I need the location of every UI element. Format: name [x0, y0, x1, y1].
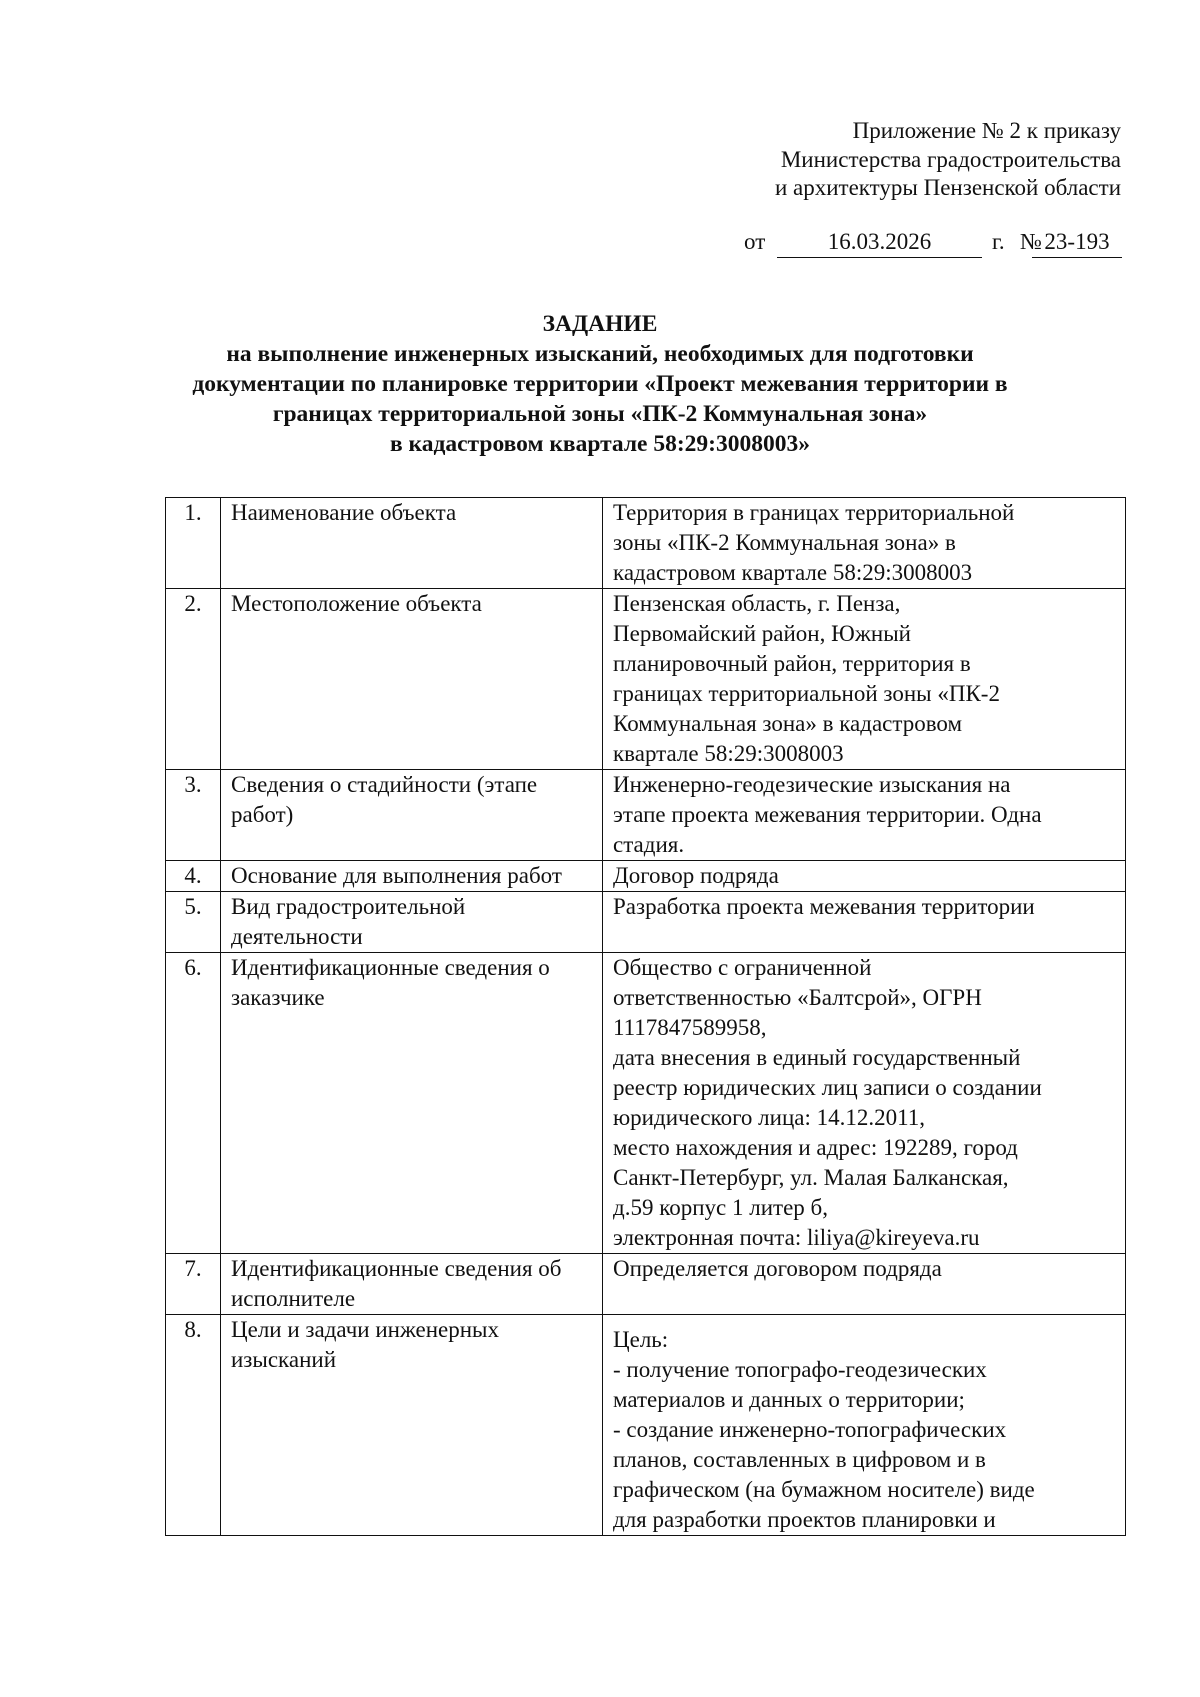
value-line: ответственностью «Балтсрой», ОГРН [613, 985, 982, 1010]
appendix-line-1: Приложение № 2 к приказу [852, 118, 1121, 143]
table-row [166, 953, 1126, 1254]
row-parameter: Цели и задачи инженерных изысканий [221, 1315, 603, 1536]
row-number: 3. [166, 770, 221, 861]
row-parameter: Идентификационные сведения о заказчике [221, 953, 603, 1254]
row-value [603, 498, 1126, 589]
row-parameter: Местоположение объекта [221, 589, 603, 770]
value-line: кадастровом квартале 58:29:3008003 [613, 560, 973, 585]
row-parameter: Основание для выполнения работ [221, 861, 603, 892]
row-value [603, 770, 1126, 861]
value-line: Пензенская область, г. Пенза, [613, 591, 901, 616]
table-row [166, 1315, 1126, 1536]
value-line: планов, составленных в цифровом и в [613, 1447, 986, 1472]
row-number: 1. [166, 498, 221, 589]
value-line: этапе проекта межевания территории. Одна [613, 802, 1042, 827]
row-value [603, 1254, 1126, 1315]
value-line: - создание инженерно-топографических [613, 1417, 1007, 1442]
order-year-suffix: г. [992, 229, 1005, 254]
value-line: - получение топографо-геодезических [613, 1357, 987, 1382]
value-line: электронная почта: liliya@kireyeva.ru [613, 1225, 980, 1250]
value-line: графическом (на бумажном носителе) виде [613, 1477, 1035, 1502]
row-value [603, 1315, 1126, 1536]
title-line-1: ЗАДАНИЕ [542, 311, 658, 337]
task-table [165, 497, 1126, 1536]
row-number: 8. [166, 1315, 221, 1536]
title-line-3: документации по планировке территории «Проект межевания территории в [192, 371, 1008, 397]
value-line: планировочный район, территория в [613, 651, 971, 676]
table-row [166, 589, 1126, 770]
row-parameter: Сведения о стадийности (этапе работ) [221, 770, 603, 861]
order-date: 16.03.2026 [777, 228, 982, 258]
table-row [166, 861, 1126, 892]
value-line: реестр юридических лиц записи о создании [613, 1075, 1042, 1100]
value-line: место нахождения и адрес: 192289, город [613, 1135, 1018, 1160]
appendix-line-2: Министерства градостроительства [780, 146, 1121, 172]
value-line: Договор подряда [613, 863, 779, 888]
value-line: стадия. [613, 832, 685, 857]
value-line: юридического лица: 14.12.2011, [613, 1105, 926, 1130]
value-line: квартале 58:29:3008003 [613, 741, 844, 766]
table-row [166, 892, 1126, 953]
value-line: Разработка проекта межевания территории [613, 894, 1035, 919]
value-line: материалов и данных о территории; [613, 1387, 965, 1412]
row-number: 4. [166, 861, 221, 892]
appendix-header [775, 117, 1121, 203]
value-line: зоны «ПК-2 Коммунальная зона» в [613, 530, 956, 555]
value-line: границах территориальной зоны «ПК-2 [613, 681, 1000, 706]
table-row [166, 770, 1126, 861]
row-value [603, 892, 1126, 953]
order-reference [744, 228, 1124, 258]
order-number-label: № [1020, 229, 1042, 254]
value-line: Общество с ограниченной [613, 955, 872, 980]
row-number: 5. [166, 892, 221, 953]
title-line-4: границах территориальной зоны «ПК-2 Коммунальная зона» [272, 401, 928, 427]
table-row [166, 1254, 1126, 1315]
value-line: дата внесения в единый государственный [613, 1045, 1021, 1070]
document-title [100, 309, 1100, 459]
value-line: Определяется договором подряда [613, 1256, 942, 1281]
row-number: 2. [166, 589, 221, 770]
row-parameter: Наименование объекта [221, 498, 603, 589]
value-line: Коммунальная зона» в кадастровом [613, 711, 963, 736]
order-from-label: от [744, 229, 766, 254]
title-line-2: на выполнение инженерных изысканий, необходимых для подготовки [226, 341, 974, 367]
value-line: Инженерно-геодезические изыскания на [613, 772, 1011, 797]
table-row [166, 498, 1126, 589]
order-number: 23-193 [1032, 228, 1122, 258]
value-line: Территория в границах территориальной [613, 500, 1015, 525]
title-line-5: в кадастровом квартале 58:29:3008003» [389, 431, 811, 457]
appendix-line-3: и архитектуры Пензенской области [774, 175, 1121, 200]
value-line: для разработки проектов планировки и [613, 1507, 996, 1532]
value-line: Цель: [613, 1327, 669, 1352]
value-line: Санкт-Петербург, ул. Малая Балканская, [613, 1165, 1009, 1190]
value-line: Первомайский район, Южный [613, 621, 911, 646]
row-value [603, 861, 1126, 892]
row-value [603, 589, 1126, 770]
row-number: 7. [166, 1254, 221, 1315]
row-parameter: Вид градостроительной деятельности [221, 892, 603, 953]
row-number: 6. [166, 953, 221, 1254]
row-value [603, 953, 1126, 1254]
value-line: д.59 корпус 1 литер б, [613, 1195, 828, 1220]
value-line: 1117847589958, [613, 1015, 767, 1040]
row-parameter: Идентификационные сведения об исполнителе [221, 1254, 603, 1315]
